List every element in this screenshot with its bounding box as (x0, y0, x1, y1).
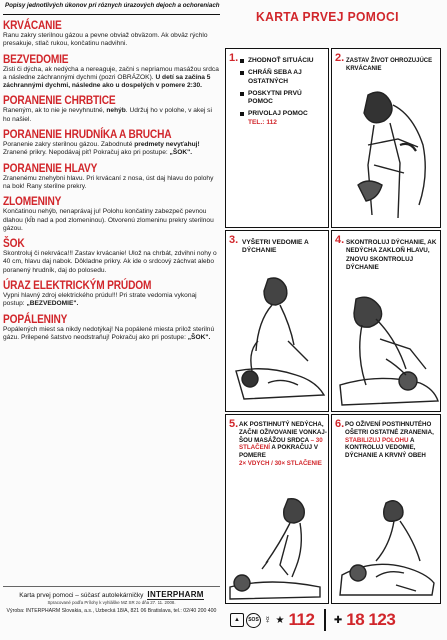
section-text: Raneným, ak to nie je nevyhnutné, nehýb. Udržuj ho v polohe, v akej si ho našiel. (3, 107, 212, 123)
section-electric-shock (3, 279, 220, 309)
section-text: Zisti či dýcha, ak nedýcha a nereaguje, začni s nepriamou masážou srdca a následne záchrannými dychmi (pozri OBRÁZOK). U detí sa začína 5 záchrannými dychmi, následne ako u dospelých v pomere 2:30. (3, 65, 219, 90)
sos-badge: SOS (246, 613, 261, 628)
section-title: PORANENIE HLAVY (3, 160, 98, 175)
step-panel-5 (225, 414, 329, 604)
brand-logo: INTERPHARM (147, 590, 204, 599)
step-panel-6 (331, 414, 441, 604)
section-text: Ranu zakry sterilnou gázou a pevne obviaž obväzom. Ak obväz rýchlo presakuje, stlač rukou, končatinu nadvihni. (3, 32, 208, 48)
section-spine-injury (3, 94, 220, 124)
emergency-number-ambulance: 18 123 (346, 610, 396, 629)
section-text: Skontroluj či nekrváca!!! Zastav krvácanie! Ulož na chrbát, zdvihni nohy o 40 cm, hlavu daj nabok. Dôkladne prikry. Ak ide o srdcový záchvat alebo poranený hrudník, daj do polosedu. (3, 250, 217, 274)
step-panel-3 (225, 230, 329, 412)
footer-caption: Karta prvej pomoci – súčasť autolekárničky (19, 591, 144, 599)
section-title: PORANENIE CHRBTICE (3, 93, 116, 108)
cpr-illustration (228, 495, 328, 603)
step-text: VYŠETRI VEDOMIE A DÝCHANIE (242, 239, 309, 255)
check-consciousness-illustration (228, 271, 328, 411)
section-text: Zranenému znehybni hlavu. Pri krvácaní z nosa, úst daj hlavu do polohy na bok! Rany sterilne prekry. (3, 174, 214, 190)
checklist-item: POSKYTNI PRVÚ POMOC (240, 90, 328, 107)
section-unconscious (3, 53, 220, 91)
emergency-number-112: 112 (288, 610, 315, 629)
emergency-phone: TEL.: 112 (248, 118, 277, 126)
ambulance-icon: ☿ (264, 614, 272, 626)
step-number: 1. (229, 52, 239, 64)
card-title: KARTA PRVEJ POMOCI (256, 9, 399, 24)
section-chest-abdomen (3, 128, 220, 158)
section-burns (3, 313, 220, 343)
step-number: 4. (335, 234, 345, 246)
police-icon: ★ (275, 614, 285, 626)
section-title: BEZVEDOMIE (3, 51, 69, 66)
step-panel-2 (331, 48, 441, 228)
ratio-text: 2× VDYCH / 30× STLAČENIE (239, 459, 322, 467)
section-title: ŠOK (3, 236, 25, 251)
emergency-numbers-bar (230, 606, 441, 634)
step-text: ZASTAV ŽIVOT OHROZUJÚCE KRVÁCANIE (346, 58, 433, 73)
section-text: Vypni hlavný zdroj elektrického prúdu!!! Pri strate vedomia vykonaj postup: „BEZVEDOMIE". (3, 292, 197, 308)
section-title: ZLOMENINY (3, 194, 62, 209)
step-number: 5. (229, 418, 239, 430)
check-breathing-illustration (336, 289, 440, 409)
section-title: PORANENIE HRUDNÍKA A BRUCHA (3, 127, 172, 142)
footer-regulation: Spracované podľa Prílohy k vyhláške MZ SR zo dňa 27. 11. 2008. (47, 600, 176, 605)
footer-manufacturer: Výroba: INTERPHARM Slovakia, a.s., Uzbecká 18/A, 821 06 Bratislava, tel.: 02/40 200 400 (6, 608, 217, 614)
step-text: AK POSTIHNUTÝ NEDÝCHA, ZAČNI OŽIVOVANIE VONKAJ-ŠOU MASÁŽOU SRDCA – 30 STLAČENÍ A POKRAČUJ V POMERE 2× VDYCH / 30× STLAČENIE (239, 421, 327, 467)
section-title: POPÁLENINY (3, 311, 68, 326)
section-title: KRVÁCANIE (3, 18, 62, 32)
section-bleeding (3, 19, 220, 49)
recovery-position-illustration (336, 495, 440, 603)
medical-icon: ✚ (333, 614, 343, 626)
checklist-item: CHRÁŇ SEBA AJ OSTATNÝCH (240, 69, 328, 86)
section-text: Poranenie zakry sterilnou gázou. Zabodnuté predmety nevyťahuj! Zranené prikry. Nepodávaj piť! Pokračuj ako pri postupe: „ŠOK". (3, 141, 200, 157)
section-title: ÚRAZ ELEKTRICKÝM PRÚDOM (3, 278, 152, 293)
checklist-item: ZHODNOŤ SITUÁCIU (240, 57, 328, 65)
section-fractures (3, 195, 220, 233)
step-number: 2. (335, 52, 345, 64)
section-shock (3, 237, 220, 275)
procedures-column (3, 2, 220, 638)
step-checklist (240, 57, 328, 131)
procedures-header: Popisy jednotlivých úkonov pri rôznych úrazových dejoch a ochoreniach (3, 2, 220, 15)
first-aid-steps-column (222, 2, 444, 638)
section-head-injury (3, 162, 220, 192)
step-number: 3. (229, 234, 239, 246)
section-text: Popálených miest sa nikdy nedotýkaj! Na popálené miesta prilož sterilnú gázu. Prilepené šatstvo neodstraňuj! Pokračuj ako pri postupe: „ŠOK". (3, 325, 215, 341)
fire-icon: ▲ (230, 613, 244, 627)
section-text: Končatinou nehýb, nenaprávaj ju! Polohu končatiny zabezpeč pevnou dlahou (kĺb nad a pod zlomeninou). Otvorenú zlomeninu prekry sterilnou gázou. (3, 208, 214, 232)
step-text: PO OŽIVENÍ POSTIHNUTÉHO OŠETRI OSTATNÉ ZRANENIA, STABILIZUJ POLOHU A KONTROLUJ VEDOMIE, DÝCHANIE A KRVNÝ OBEH (345, 421, 434, 460)
footer (3, 586, 220, 615)
divider (324, 609, 326, 631)
step-panel-4 (331, 230, 441, 412)
checklist-item: PRIVOLAJ POMOC TEL.: 112 (240, 110, 328, 127)
bleeding-illustration (338, 85, 438, 225)
step-text: SKONTROLUJ DÝCHANIE, AK NEDÝCHA ZAKLOŇ HLAVU, ZNOVU SKONTROLUJ DÝCHANIE (346, 239, 437, 271)
step-number: 6. (335, 418, 345, 430)
step-panel-1 (225, 48, 329, 228)
